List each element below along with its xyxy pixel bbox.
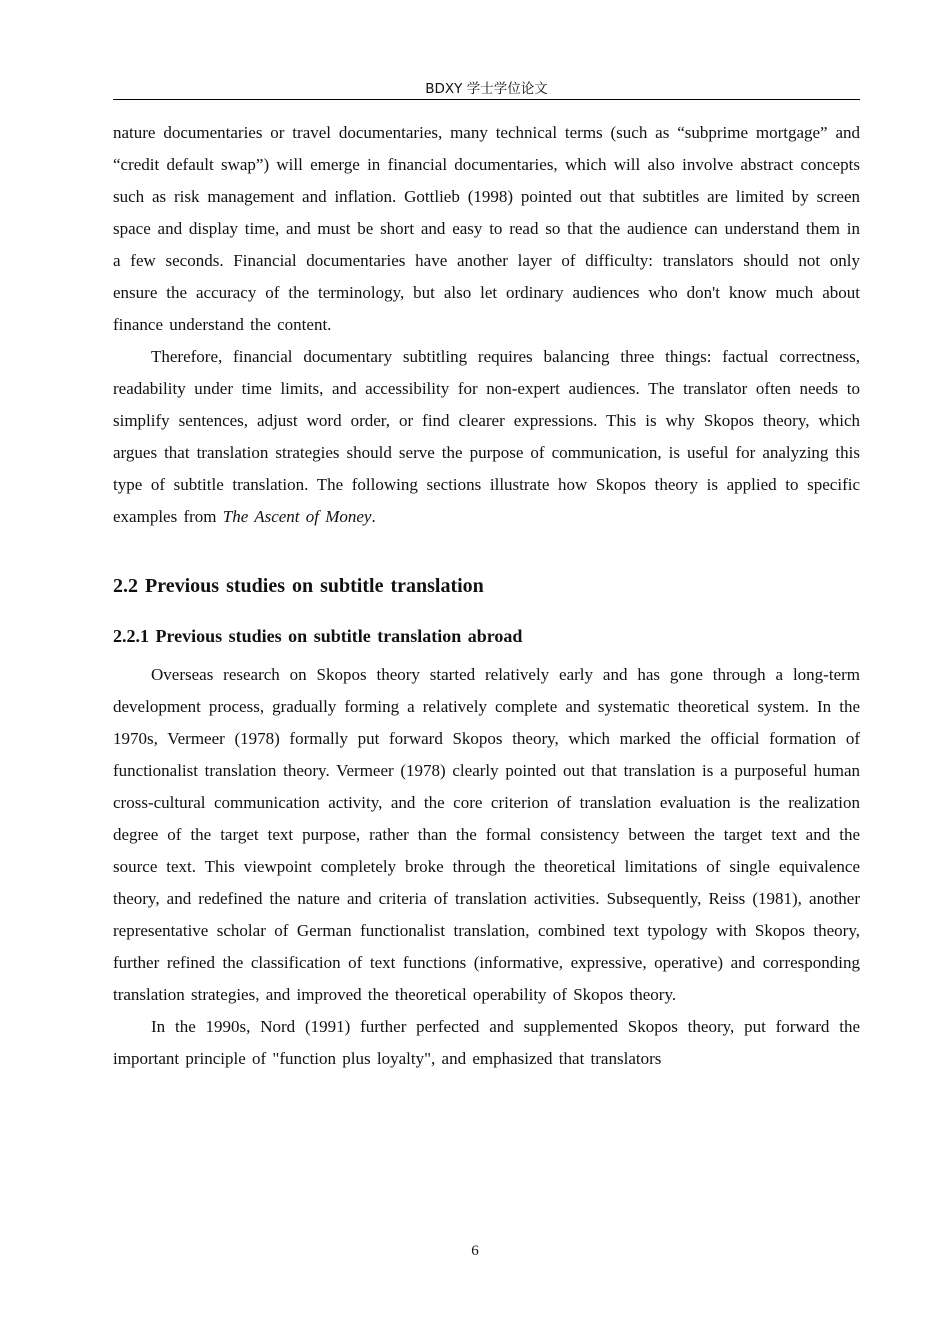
running-header: BDXY 学士学位论文 (113, 77, 860, 100)
subsection-heading: 2.2.1 Previous studies on subtitle translation abroad (113, 626, 523, 646)
page-body (113, 117, 860, 1075)
paragraph (113, 341, 860, 533)
paragraph: In the 1990s, Nord (1991) further perfected and supplemented Skopos theory, put forward the important principle of "function plus loyalty", and emphasized that translators (113, 1017, 860, 1068)
book-title: The Ascent of Money (222, 507, 372, 526)
paragraph: nature documentaries or travel documentaries, many technical terms (such as “subprime mortgage” and “credit default swap”) will emerge in financial documentaries, which will also involve abstract concepts such as risk management and inflation. Gottlieb (1998) pointed out that subtitles are limited by screen space and display time, and must be short and easy to read so that the audience can understand them in a few seconds. Financial documentaries have another layer of difficulty: translators should not only ensure the accuracy of the terminology, but also let ordinary audiences who don't know much about finance understand the content. (113, 123, 860, 334)
paragraph: Overseas research on Skopos theory started relatively early and has gone through a long-term development process, gradually forming a relatively complete and systematic theoretical system. In the 1970s, Vermeer (1978) formally put forward Skopos theory, which marked the official formation of functionalist translation theory. Vermeer (1978) clearly pointed out that translation is a purposeful human cross-cultural communication activity, and the core criterion of translation evaluation is the realization degree of the target text purpose, rather than the formal consistency between the target text and the source text. This viewpoint completely broke through the theoretical limitations of single equivalence theory, and redefined the nature and criteria of translation activities. Subsequently, Reiss (1981), another representative scholar of German functionalist translation, combined text typology with Skopos theory, further refined the classification of text functions (informative, expressive, operative) and corresponding translation strategies, and improved the theoretical operability of Skopos theory. (113, 665, 860, 1004)
section-heading: 2.2 Previous studies on subtitle translation (113, 575, 484, 597)
paragraph-text: Therefore, financial documentary subtitling requires balancing three things: factual correctness, readability under time limits, and accessibility for non-expert audiences. The translator often needs to simplify sentences, adjust word order, or find clearer expressions. This is why Skopos theory, which argues that translation strategies should serve the purpose of communication, is useful for analyzing this type of subtitle translation. The following sections illustrate how Skopos theory is applied to specific examples from (113, 347, 860, 526)
paragraph-end: . (371, 507, 376, 526)
page-number: 6 (471, 1243, 479, 1259)
